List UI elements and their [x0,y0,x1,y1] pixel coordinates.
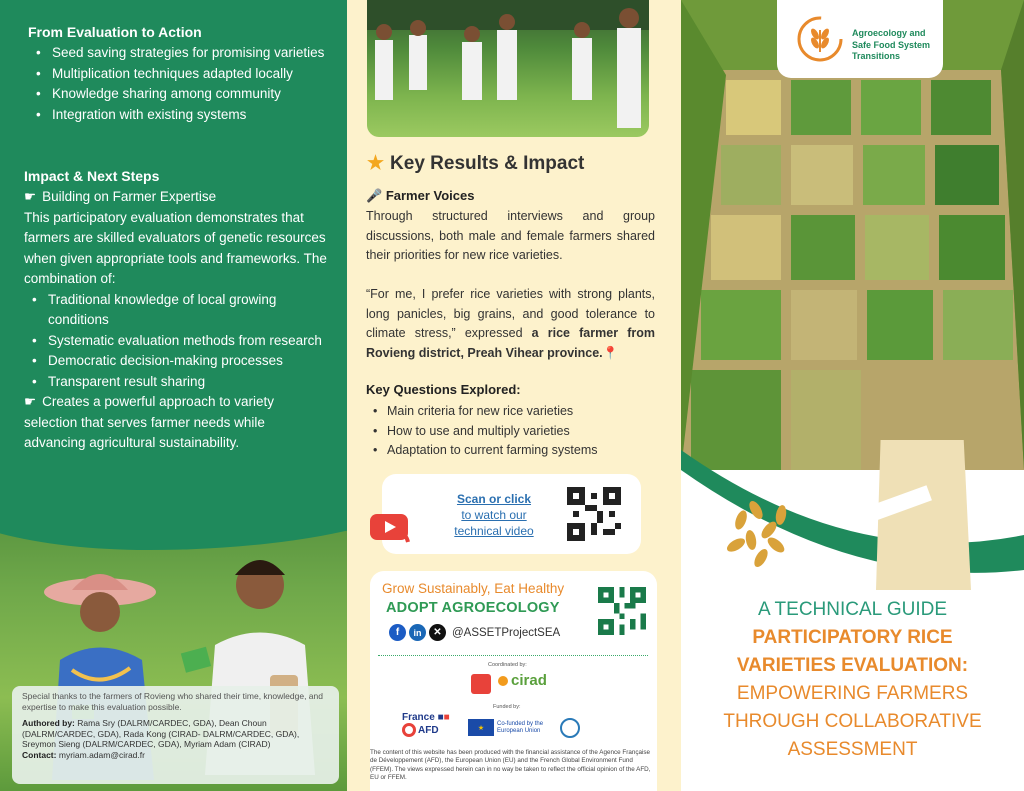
list-item: • Democratic decision-making processes [32,351,330,372]
thanks-text: Special thanks to the farmers of Rovieng who shared their time, knowledge, and expertise to make this evaluation possible. [22,691,323,712]
tagline: Grow Sustainably, Eat Healthy [382,581,565,596]
list-item: • How to use and multiply varieties [373,422,598,442]
list-item: • Transparent result sharing [32,372,330,393]
credits-box [12,686,339,784]
video-link-box[interactable] [382,474,641,554]
evaluation-to-action-section [28,24,328,125]
farmer-quote: “For me, I prefer rice varieties with strong plants, long panicles, big grains, and good tolerance to climate stress,” expressed a rice farmer from Rovieng district, Preah Vihear province.📍 [366,287,655,360]
facebook-icon[interactable]: f [389,624,406,641]
project-logo [777,0,943,78]
coordinated-label: Coordinated by: [488,662,527,668]
video-link[interactable]: Scan or click to watch our technical video [454,492,534,538]
list-item: • Traditional knowledge of local growing conditions [32,290,330,331]
rice-grain-logo-icon [797,16,843,62]
linkedin-icon[interactable]: in [409,624,426,641]
disclaimer-text: The content of this website has been produced with the financial assistance of the Agence Française de Développement (AFD), the European Union (EU) and the French Global Environment Fund (FFEM). The views expressed herein can in no way be taken to reflect the official opinion of the AFD, EU or FFEM. [370,749,651,781]
adopt-agroecology-title: ADOPT AGROECOLOGY [386,600,560,616]
title-line: VARIETIES EVALUATION: [736,655,969,676]
cirad-logo: cirad [498,672,547,689]
video-qr-code-icon[interactable] [567,487,621,541]
x-icon[interactable]: ✕ [429,624,446,641]
social-links [389,624,560,641]
social-handle: @ASSETProjectSEA [452,626,561,639]
guide-label: A TECHNICAL GUIDE [758,599,947,620]
france-afd-logo: France ■■ AFD [402,712,450,736]
left-panel [0,0,347,791]
impact-point: ☛ Creates a powerful approach to variety selection that serves farmer needs while advancing agricultural sustainability. [24,394,274,450]
list-item: • Seed saving strategies for promising varieties [36,43,328,64]
subtitle-line: ASSESSMENT [787,739,918,760]
list-item: • Knowledge sharing among community [36,84,328,105]
list-item: • Systematic evaluation methods from research [32,331,330,352]
authors-text: Authored by: Rama Sry (DALRM/CARDEC, GDA), Dean Choun (DALRM/CARDEC, GDA), Rada Kong (CIRAD- DALRM/CARDEC, GDA), Sreymon Sieng (DALRM/CARDEC, GDA), Myriam Adam (CIRAD) Contact: myriam.adam@cirad.fr [22,718,300,760]
action-list [36,43,328,125]
promo-box [370,571,657,791]
social-qr-code-icon[interactable] [598,587,646,635]
eu-flag-icon: ★ [468,719,494,736]
farmer-voices-title: 🎤 Farmer Voices [366,188,475,203]
section-title: From Evaluation to Action [28,24,202,40]
gda-logo [471,674,491,694]
section-title: Impact & Next Steps [24,168,160,184]
contact-email[interactable]: myriam.adam@cirad.fr [58,749,145,760]
funded-label: Funded by: [493,704,521,710]
right-panel [681,0,1024,791]
impact-point: ☛ Building on Farmer Expertise [24,187,330,208]
middle-panel [347,0,681,791]
logo-text: Agroecology and Safe Food System Transitions [852,28,931,61]
rice-field-aerial-photo [681,0,1024,470]
key-questions-title: Key Questions Explored: [366,382,521,397]
title-line: PARTICIPATORY RICE [752,627,953,648]
field-group-photo [367,0,649,137]
ffem-logo [560,718,580,738]
microphone-icon: 🎤 [366,188,383,203]
pointing-hand-icon: ☛ [24,394,37,409]
impact-section [24,168,330,454]
video-play-icon[interactable] [370,514,412,544]
subtitle-line: THROUGH COLLABORATIVE [723,711,982,732]
star-icon: ★ [367,153,385,174]
list-item: • Multiplication techniques adapted locally [36,64,328,85]
subtitle-line: EMPOWERING FARMERS [736,683,969,704]
list-item: • Adaptation to current farming systems [373,441,598,461]
key-results-heading: ★ Key Results & Impact [367,153,585,174]
impact-paragraph: This participatory evaluation demonstrates that farmers are skilled evaluators of genetic resources when given appropriate tools and frameworks. The combination of: [24,209,327,286]
combination-list [32,290,330,393]
eu-logo: ★ Co-funded by the European Union [468,719,557,736]
pointing-hand-icon: ☛ [24,189,37,204]
list-item: • Main criteria for new rice varieties [373,402,598,422]
location-pin-icon: 📍 [602,345,619,360]
list-item: • Integration with existing systems [36,105,328,126]
divider [378,655,648,656]
questions-list [373,402,598,461]
farmer-writing-figure [870,440,971,590]
farmer-voices-text: Through structured interviews and group discussions, both male and female farmers shared their priorities for new rice varieties. [366,209,655,262]
